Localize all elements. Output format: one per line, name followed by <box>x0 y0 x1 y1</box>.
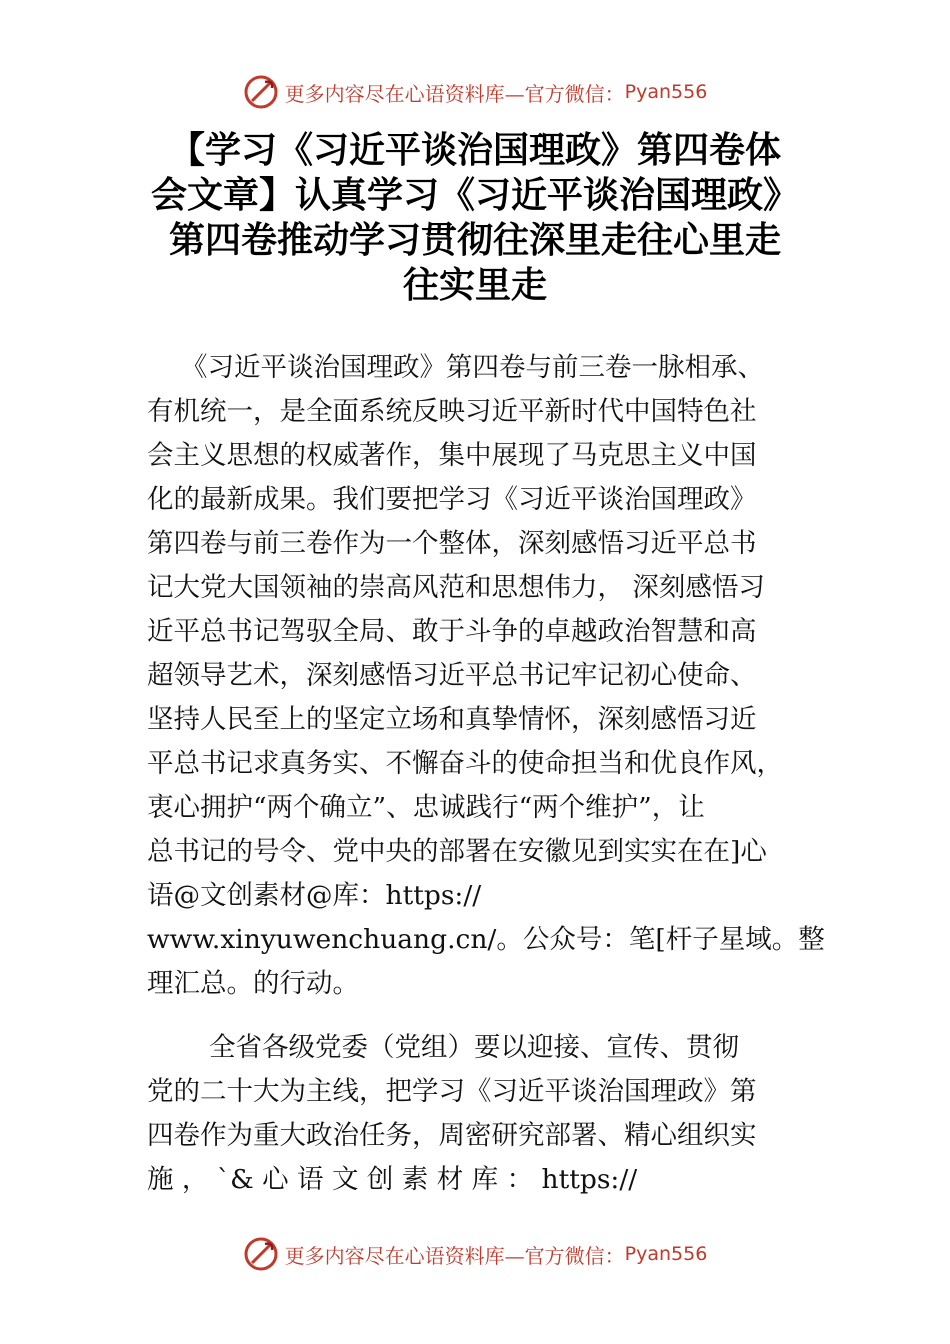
text-line: 记大党大国领袖的崇高风范和思想伟力， 深刻感悟习 <box>147 572 765 603</box>
text-line: 坚持人民至上的坚定立场和真挚情怀，深刻感悟习近 <box>147 704 757 735</box>
banner-text: 更多内容尽在心语资料库—官方微信： <box>284 81 625 106</box>
text-line: 《习近平谈治国理政》第四卷与前三卷一脉相承、 <box>181 352 764 383</box>
title-line: 第四卷推动学习贯彻往深里走往心里走 <box>168 220 781 261</box>
text-line: 超领导艺术，深刻感悟习近平总书记牢记初心使命、 <box>147 660 757 691</box>
text-line: 党的二十大为主线，把学习《习近平谈治国理政》第 <box>147 1076 757 1107</box>
text-line: 衷心拥护“两个确立”、忠诚践行“两个维护”，让 <box>147 792 705 823</box>
text-line: 化的最新成果。我们要把学习《习近平谈治国理政》 <box>147 484 757 515</box>
banner-handle: Pyan556 <box>624 1243 708 1265</box>
header-watermark-banner <box>0 70 950 114</box>
banner-text: 更多内容尽在心语资料库—官方微信： <box>284 1243 625 1268</box>
text-line: 第四卷与前三卷作为一个整体，深刻感悟习近平总书 <box>147 528 757 559</box>
banner-handle: Pyan556 <box>624 81 708 103</box>
article-title <box>140 128 810 308</box>
paragraph-1 <box>147 346 823 1006</box>
text-line: 有机统一，是全面系统反映习近平新时代中国特色社 <box>147 396 757 427</box>
text-line: 会主义思想的权威著作，集中展现了马克思主义中国 <box>147 440 757 471</box>
text-line: 理汇总。的行动。 <box>147 968 359 999</box>
text-line: 总书记的号令、党中央的部署在安徽见到实实在在]心 <box>147 836 767 867</box>
title-line: 往实里走 <box>402 265 547 306</box>
title-line: 【学习《习近平谈治国理政》第四卷体 <box>168 130 781 171</box>
paragraph-2 <box>147 1026 823 1202</box>
text-line: 四卷作为重大政治任务，周密研究部署、精心组织实 <box>147 1120 757 1151</box>
text-line: www.xinyuwenchuang.cn/。公众号：笔[杆子星域。整 <box>147 924 825 955</box>
text-line: 平总书记求真务实、不懈奋斗的使命担当和优良作风， <box>147 748 783 779</box>
text-line: 全省各级党委（党组）要以迎接、宣传、贯彻 <box>209 1032 739 1063</box>
text-line: 语@文创素材@库：https:// <box>147 880 482 911</box>
text-line: 近平总书记驾驭全局、敢于斗争的卓越政治智慧和高 <box>147 616 757 647</box>
footer-watermark-banner <box>0 1232 950 1276</box>
text-line: 施 ， `& 心 语 文 创 素 材 库 ： https:// <box>147 1164 638 1195</box>
brush-circle-logo-icon <box>243 1236 279 1272</box>
title-line: 会文章】认真学习《习近平谈治国理政》 <box>150 175 799 216</box>
brush-circle-logo-icon <box>243 74 279 110</box>
